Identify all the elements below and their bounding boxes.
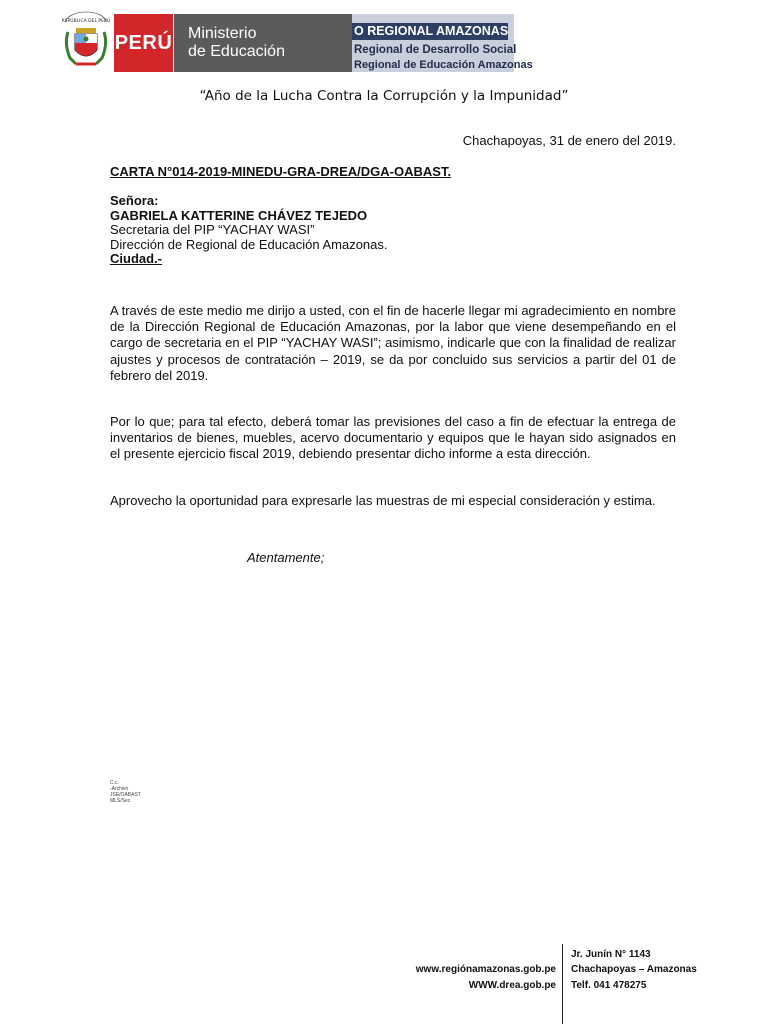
footer-phone: Telf. 041 478275 [571, 980, 647, 991]
recipient-block [110, 194, 388, 267]
regional-government-logo [352, 14, 533, 72]
region-title: O REGIONAL AMAZONAS [354, 24, 509, 38]
body-paragraph-3: Aprovecho la oportunidad para expresarle las muestras de mi especial consideración y estima. [110, 493, 656, 508]
salutation: Señora: [110, 193, 159, 208]
letter-reference: CARTA N°014-2019-MINEDU-GRA-DREA/DGA-OABAST. [110, 164, 452, 179]
body-paragraph-2: Por lo que; para tal efecto, deberá tomar las previsiones del caso a fin de efectuar la entrega de inventarios de bienes, muebles, acervo documentario y equipos que le hayan sido asignados en el presente ejercicio fiscal 2019, debiendo presentar dicho informe a esta dirección. [110, 414, 676, 462]
cc-line-4: MLS/Sec [110, 798, 131, 804]
ministry-line-1: Ministerio [188, 25, 257, 42]
peru-wordmark: PERÚ [114, 31, 173, 54]
date-line: Chachapoyas, 31 de enero del 2019. [462, 133, 676, 148]
cc-line-1: C.c. [110, 780, 119, 786]
footer-website-1: www.regiónamazonas.gob.pe [415, 964, 556, 975]
ministry-logo [174, 14, 356, 72]
carbon-copy-block [110, 780, 141, 804]
region-subtitle-1: Regional de Desarrollo Social [354, 44, 517, 56]
cc-line-2: -Archivo [110, 786, 129, 792]
closing: Atentamente; [247, 550, 325, 565]
body-paragraph-1: A través de este medio me dirijo a usted, con el fin de hacerle llegar mi agradecimiento en nombre de la Dirección Regional de Educación Amazonas, por la labor que viene desempeñando en el cargo de secretaria en el PIP “YACHAY WASI”; asimismo, indicarle que con la finalidad de realizar ajustes y procesos de contratación – 2019, se da por concluido sus servicios a partir del 01 de febrero del 2019. [110, 303, 676, 383]
ministry-line-2: de Educación [188, 43, 285, 60]
recipient-office: Dirección de Regional de Educación Amazonas. [110, 236, 388, 252]
recipient-city: Ciudad.- [110, 251, 162, 266]
footer-address: Jr. Junín N° 1143 [571, 949, 651, 960]
svg-text:REPÚBLICA DEL PERÚ: REPÚBLICA DEL PERÚ [61, 19, 111, 24]
year-motto: “Año de la Lucha Contra la Corrupción y la Impunidad” [199, 88, 569, 104]
recipient-role: Secretaria del PIP “YACHAY WASI” [110, 222, 315, 237]
footer-website-2: WWW.drea.gob.pe [468, 980, 556, 991]
footer-city: Chachapoyas – Amazonas [571, 964, 697, 975]
cc-line-3: JSE/OABAST [110, 792, 141, 798]
peru-logo [114, 14, 173, 72]
region-subtitle-2: Regional de Educación Amazonas [354, 59, 533, 71]
footer-divider [562, 944, 563, 1024]
coat-of-arms-icon [60, 14, 112, 72]
recipient-name: GABRIELA KATTERINE CHÁVEZ TEJEDO [110, 207, 368, 223]
